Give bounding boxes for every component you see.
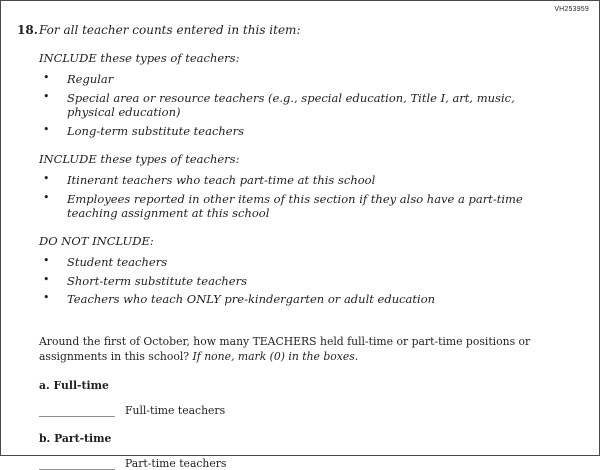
include-list-1	[39, 72, 564, 139]
include-heading-1: INCLUDE these types of teachers:	[39, 51, 240, 65]
bullet-item: • Short-term substitute teachers	[39, 274, 564, 289]
do-not-include-section	[39, 234, 564, 307]
response-label-part-time: b. Part-time	[39, 432, 112, 446]
part-time-answer-blank[interactable]	[39, 458, 115, 470]
include-list-2	[39, 173, 564, 221]
bullet-item: • Regular	[39, 72, 564, 87]
item-body	[39, 51, 564, 307]
full-time-line-label: Full-time teachers	[125, 404, 226, 418]
response-line-full-time	[39, 404, 599, 417]
response-part-time	[39, 432, 599, 470]
bullet-item: • Long-term substitute teachers	[39, 124, 564, 139]
question-instruction: If none, mark (0) in the boxes.	[192, 350, 359, 364]
item-number: 18.	[17, 23, 38, 37]
do-not-include-list	[39, 255, 564, 307]
part-time-line-label: Part-time teachers	[125, 457, 227, 470]
question-main: Around the first of October, how many TEACHERS held full-time or part-time positions or assignments in this school?	[39, 335, 531, 364]
bullet-item: • Special area or resource teachers (e.g., special education, Title I, art, music, physical education)	[39, 91, 564, 120]
question-text	[39, 334, 563, 364]
bullet-item: • Itinerant teachers who teach part-time at this school	[39, 173, 564, 188]
item-intro: For all teacher counts entered in this item:	[39, 23, 301, 37]
item-header	[17, 23, 569, 38]
bullet-item: • Teachers who teach ONLY pre-kindergarten or adult education	[39, 292, 564, 307]
response-label-full-time: a. Full-time	[39, 379, 109, 393]
include-heading-2: INCLUDE these types of teachers:	[39, 151, 240, 166]
bullet-item: • Student teachers	[39, 255, 564, 270]
include-section-2	[39, 152, 564, 221]
response-full-time	[39, 379, 599, 417]
include-section-1	[39, 51, 564, 139]
bullet-item: • Employees reported in other items of this section if they also have a part-time teaching assignment at this school	[39, 192, 564, 221]
full-time-answer-blank[interactable]	[39, 405, 115, 417]
do-not-include-heading: DO NOT INCLUDE:	[39, 234, 154, 249]
form-code: VH253959	[554, 6, 589, 13]
response-line-part-time	[39, 457, 599, 470]
